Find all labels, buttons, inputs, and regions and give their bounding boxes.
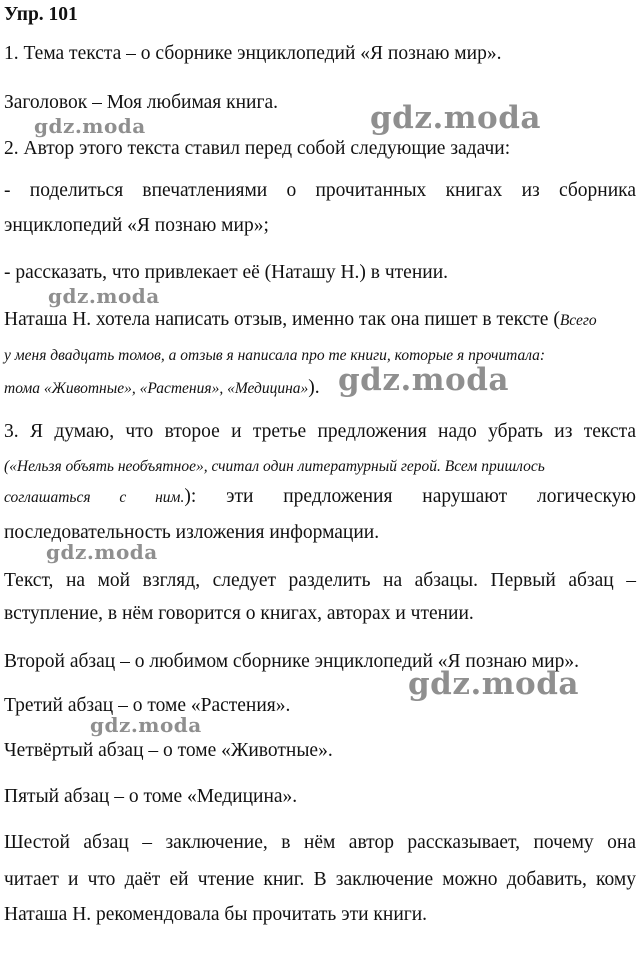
text-line-2: Заголовок – Моя любимая книга. <box>4 92 279 113</box>
watermark: gdz.moda <box>46 540 158 564</box>
text-line-11-italic: («Нельзя объять необъятное», считал один литературный герой. Всем пришлось <box>4 458 545 475</box>
watermark: gdz.moda <box>408 666 579 702</box>
text-line-12-main: ): эти предложения нарушают логическую <box>184 486 636 507</box>
text-line-12-italic: соглашаться с ним. <box>4 489 185 506</box>
text-line-18: Четвёртый абзац – о томе «Животные». <box>4 740 333 761</box>
text-line-3: 2. Автор этого текста ставил перед собой следующие задачи: <box>4 138 511 159</box>
text-line-9-italic: тома «Животные», «Растения», «Медицина» <box>4 380 309 397</box>
text-line-12 <box>4 486 636 509</box>
text-line-7 <box>4 309 636 332</box>
text-line-22: Наташа Н. рекомендовала бы прочитать эти книги. <box>4 904 428 925</box>
text-line-8-italic: у меня двадцать томов, а отзыв я написала про те книги, которые я прочитала: <box>4 347 546 364</box>
watermark: gdz.moda <box>48 284 160 308</box>
watermark: gdz.moda <box>34 114 146 138</box>
text-line-13: последовательность изложения информации. <box>4 522 380 543</box>
text-line-21: читает и что даёт ей чтение книг. В заключение можно добавить, кому <box>4 869 636 890</box>
text-line-1: 1. Тема текста – о сборнике энциклопедий «Я познаю мир». <box>4 43 502 64</box>
text-line-9 <box>4 377 636 400</box>
watermark: gdz.moda <box>370 100 541 136</box>
exercise-title: Упр. 101 <box>4 4 78 25</box>
text-line-9-end: ). <box>308 377 320 398</box>
text-line-16: Второй абзац – о любимом сборнике энциклопедий «Я познаю мир». <box>4 651 579 672</box>
text-line-5: энциклопедий «Я познаю мир»; <box>4 215 269 236</box>
text-line-4: - поделиться впечатлениями о прочитанных книгах из сборника <box>4 180 636 201</box>
text-line-14: Текст, на мой взгляд, следует разделить на абзацы. Первый абзац – <box>4 570 636 591</box>
text-line-7-italic: Всего <box>559 312 597 329</box>
text-line-10: 3. Я думаю, что второе и третье предложения надо убрать из текста <box>4 421 636 442</box>
text-line-20: Шестой абзац – заключение, в нём автор рассказывает, почему она <box>4 832 636 853</box>
watermark: gdz.moda <box>338 362 509 398</box>
text-line-19: Пятый абзац – о томе «Медицина». <box>4 786 298 807</box>
text-line-7-main: Наташа Н. хотела написать отзыв, именно так она пишет в тексте ( <box>4 309 560 330</box>
text-line-6: - рассказать, что привлекает её (Наташу Н.) в чтении. <box>4 262 449 283</box>
text-line-15: вступление, в нём говорится о книгах, авторах и чтении. <box>4 603 474 624</box>
watermark: gdz.moda <box>90 713 202 737</box>
text-line-17: Третий абзац – о томе «Растения». <box>4 695 291 716</box>
